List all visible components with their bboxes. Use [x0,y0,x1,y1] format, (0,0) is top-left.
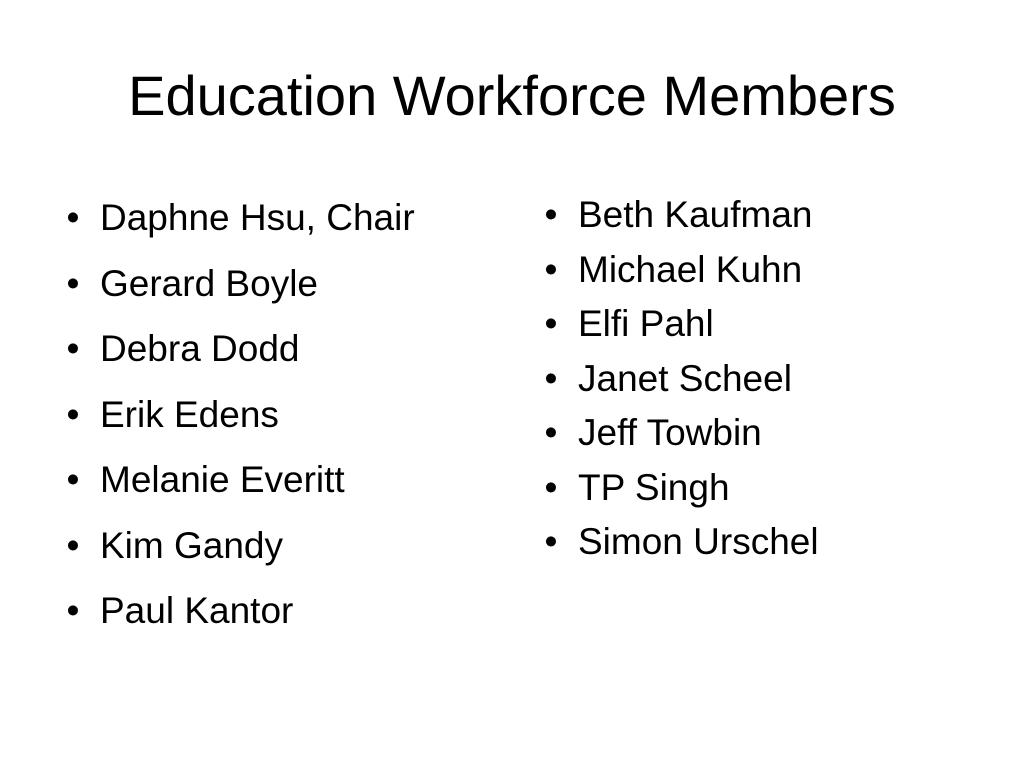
bullet-icon: • [544,357,558,399]
member-name: Janet Scheel [578,357,792,399]
member-name: Debra Dodd [100,328,300,369]
list-item [58,513,508,579]
bullet-icon: • [66,524,80,566]
member-name: Jeff Towbin [578,412,762,453]
bullet-icon: • [66,328,80,369]
member-name: TP Singh [578,466,730,508]
member-name: Elfi Pahl [578,303,714,344]
list-item [58,316,508,382]
list-item [536,243,986,298]
list-item [58,447,508,513]
member-name: Simon Urschel [578,521,819,562]
member-name: Erik Edens [100,393,279,435]
list-item [536,352,986,407]
bullet-icon: • [66,459,80,500]
list-item [536,297,986,352]
slide-title: Education Workforce Members [128,64,896,127]
bullet-icon: • [66,393,80,435]
list-item [536,406,986,461]
member-name: Beth Kaufman [578,194,813,235]
list-item [58,382,508,448]
list-item [536,188,986,243]
left-member-list [58,185,508,644]
bullet-icon: • [66,262,80,304]
list-item [536,461,986,516]
bullet-icon: • [66,590,80,631]
bullet-icon: • [544,194,558,235]
bullet-icon: • [544,521,558,562]
list-item [58,185,508,251]
member-name: Michael Kuhn [578,248,803,290]
list-item [536,515,986,570]
member-name: Gerard Boyle [100,262,318,304]
bullet-icon: • [544,412,558,453]
list-item [58,251,508,317]
bullet-icon: • [544,248,558,290]
member-name: Paul Kantor [100,590,294,631]
member-name: Kim Gandy [100,524,284,566]
member-name: Daphne Hsu, Chair [100,197,415,238]
list-item [58,578,508,644]
bullet-icon: • [544,466,558,508]
member-name: Melanie Everitt [100,459,345,500]
bullet-icon: • [544,303,558,344]
bullet-icon: • [66,197,80,238]
right-member-list [536,188,986,570]
